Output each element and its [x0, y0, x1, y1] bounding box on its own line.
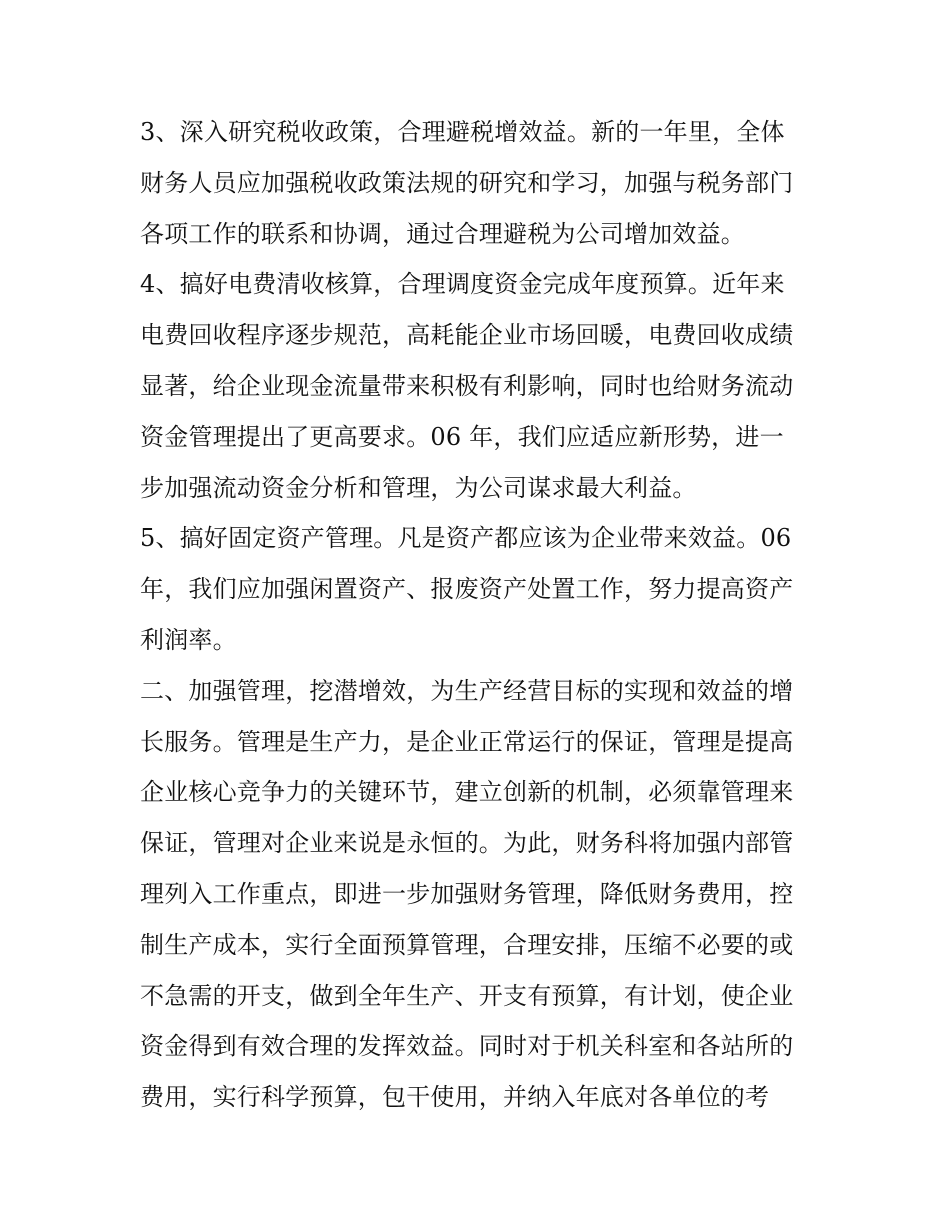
text-line: 不急需的开支，做到全年生产、开支有预算，有计划，使企业 [140, 981, 794, 1010]
text-line: 资金管理提出了更高要求。06 年，我们应适应新形势，进一 [140, 422, 784, 451]
text-line: 制生产成本，实行全面预算管理，合理安排，压缩不必要的或 [140, 930, 794, 959]
text-line: 5、搞好固定资产管理。凡是资产都应该为企业带来效益。06 [140, 524, 792, 553]
text-line: 步加强流动资金分析和管理，为公司谋求最大利益。 [140, 473, 697, 502]
text-line: 财务人员应加强税收政策法规的研究和学习，加强与税务部门 [140, 168, 794, 197]
text-line: 企业核心竞争力的关键环节，建立创新的机制，必须靠管理来 [140, 778, 794, 807]
text-line: 显著，给企业现金流量带来积极有利影响，同时也给财务流动 [140, 371, 794, 400]
text-line: 费用，实行科学预算，包干使用，并纳入年底对各单位的考 [140, 1083, 770, 1112]
text-line: 3、深入研究税收政策，合理避税增效益。新的一年里，全体 [140, 118, 785, 146]
text-line: 二、加强管理，挖潜增效，为生产经营目标的实现和效益的增 [140, 676, 794, 705]
text-line: 电费回收程序逐步规范，高耗能企业市场回暖，电费回收成绩 [140, 321, 794, 350]
text-line: 利润率。 [140, 625, 237, 654]
text-line: 各项工作的联系和协调，通过合理避税为公司增加效益。 [140, 219, 745, 248]
text-line: 年，我们应加强闲置资产、报废资产处置工作，努力提高资产 [140, 575, 794, 604]
text-line: 4、搞好电费清收核算，合理调度资金完成年度预算。近年来 [140, 270, 785, 299]
text-line: 资金得到有效合理的发挥效益。同时对于机关科室和各站所的 [140, 1032, 794, 1061]
text-line: 理列入工作重点，即进一步加强财务管理，降低财务费用，控 [140, 879, 794, 908]
text-line: 保证，管理对企业来说是永恒的。为此，财务科将加强内部管 [140, 829, 794, 858]
text-line: 长服务。管理是生产力，是企业正常运行的保证，管理是提高 [140, 727, 794, 756]
document-body [140, 107, 812, 1123]
